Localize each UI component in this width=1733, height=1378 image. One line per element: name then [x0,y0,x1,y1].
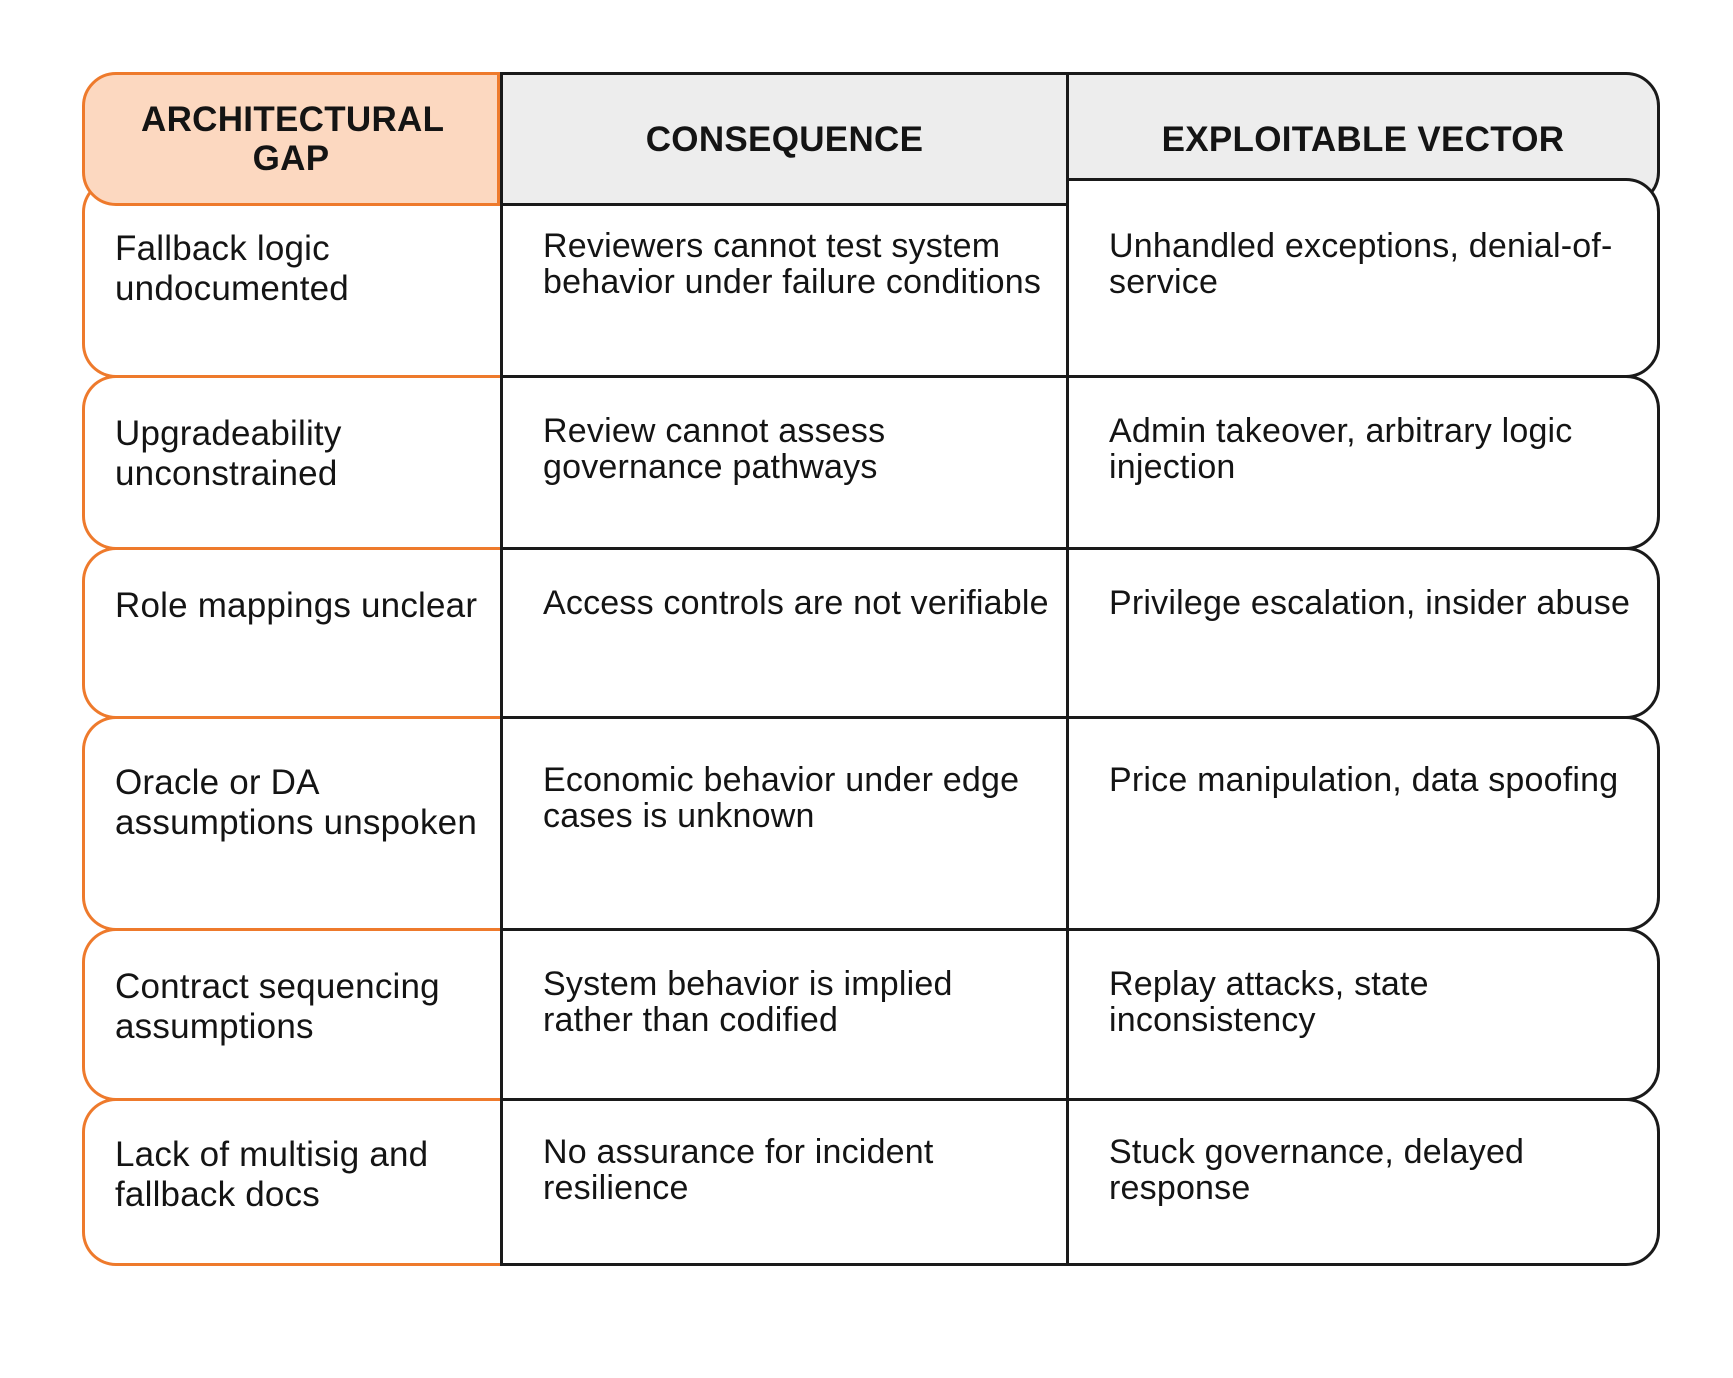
table-row-6-consequence [500,1098,1066,1266]
row-3-gap-text: Role mappings unclear [115,586,478,625]
table-row-6-vector [1066,1098,1660,1266]
table-row-1-vector [1066,178,1660,378]
table-row-6-gap [82,1098,500,1266]
row-5-consequence-text: System behavior is implied rather than codified [543,965,953,1039]
row-2-gap-text: Upgradeability unconstrained [115,414,342,493]
table-row-3-vector [1066,547,1660,719]
row-4-consequence-text: Economic behavior under edge cases is unknown [543,761,1020,835]
table-row-4-gap [82,716,500,931]
header-architectural-gap [82,72,500,206]
row-2-vector-text: Admin takeover, arbitrary logic injection [1109,412,1573,486]
row-3-vector-text: Privilege escalation, insider abuse [1109,584,1631,622]
table-row-5-consequence [500,928,1066,1101]
table-row-5-gap [82,928,500,1101]
row-1-gap-text: Fallback logic undocumented [115,229,349,308]
table-row-2-consequence [500,375,1066,550]
table-row-3-gap [82,547,500,719]
row-5-vector-text: Replay attacks, state inconsistency [1109,965,1429,1039]
table-row-5-vector [1066,928,1660,1101]
table-row-2-gap [82,375,500,550]
row-6-gap-text: Lack of multisig and fallback docs [115,1135,429,1214]
table-row-1-consequence [500,203,1066,378]
row-4-vector-text: Price manipulation, data spoofing [1109,761,1619,799]
row-6-consequence-text: No assurance for incident resilience [543,1133,934,1207]
row-2-consequence-text: Review cannot assess governance pathways [543,412,886,486]
header-consequence-label: CONSEQUENCE [645,119,924,159]
table-row-1-gap [82,178,500,378]
table-row-2-vector [1066,375,1660,550]
row-4-gap-text: Oracle or DA assumptions unspoken [115,763,477,842]
row-1-consequence-text: Reviewers cannot test system behavior under failure conditions [543,227,1042,301]
row-6-vector-text: Stuck governance, delayed response [1109,1133,1525,1207]
header-gap-label: ARCHITECTURAL GAP [141,100,445,178]
row-5-gap-text: Contract sequencing assumptions [115,967,440,1046]
row-1-vector-text: Unhandled exceptions, denial-of-service [1109,227,1613,301]
table-row-4-vector [1066,716,1660,931]
header-consequence [500,72,1066,206]
header-vector-label: EXPLOITABLE VECTOR [1161,119,1565,159]
row-3-consequence-text: Access controls are not verifiable [543,584,1049,622]
risk-table [82,72,1660,1314]
table-row-4-consequence [500,716,1066,931]
table-row-3-consequence [500,547,1066,719]
